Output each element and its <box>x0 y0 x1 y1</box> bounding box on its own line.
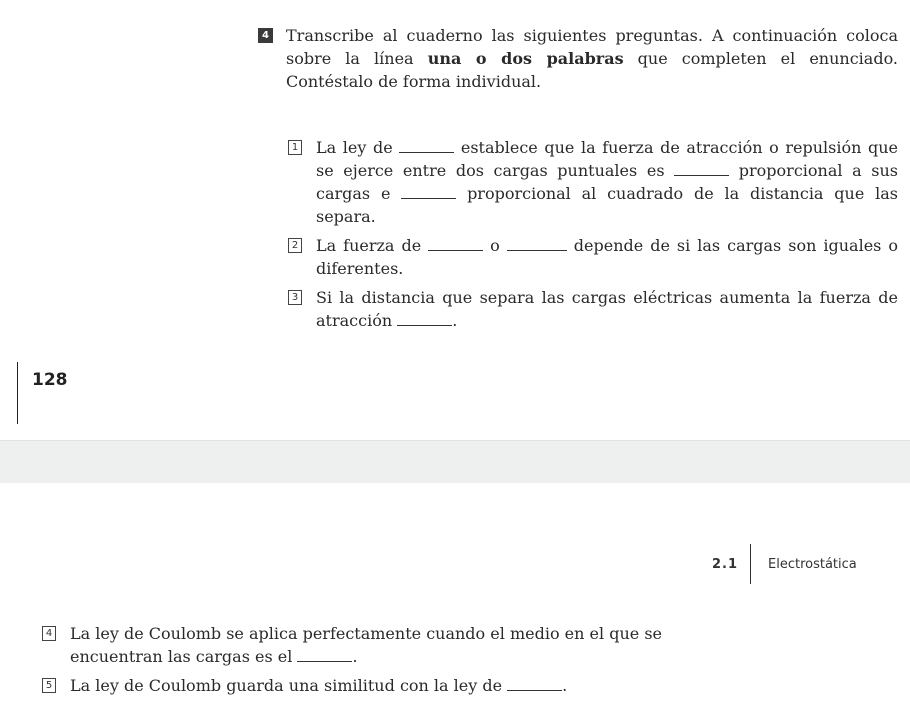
question-1-text-c: proporcional a sus cargas e <box>316 161 899 203</box>
question-number-1: 1 <box>288 140 302 155</box>
question-number-4: 4 <box>42 626 56 641</box>
exercise-text-bold: una o dos palabras <box>427 49 624 68</box>
answer-blank <box>399 138 454 153</box>
question-2-text-a: La fuerza de <box>316 236 429 255</box>
section-number: 2.1 <box>712 557 739 572</box>
question-item-5 <box>42 674 662 697</box>
question-item-4 <box>42 622 662 668</box>
page-gap <box>0 440 910 484</box>
question-number-5: 5 <box>42 678 56 693</box>
exercise-text <box>286 24 898 93</box>
section-title: Electrostática <box>768 557 857 572</box>
answer-blank <box>428 236 483 251</box>
question-item-1 <box>288 136 898 228</box>
page-number-rule <box>17 362 18 424</box>
question-2-text-b: o <box>483 236 507 255</box>
question-number-3: 3 <box>288 290 302 305</box>
exercise-number-badge: 4 <box>258 28 273 43</box>
answer-blank <box>674 161 729 176</box>
question-1-text-a: La ley de <box>316 138 400 157</box>
exercise-instructions <box>258 24 898 93</box>
question-list-upper <box>288 136 898 338</box>
page-number: 128 <box>32 370 68 390</box>
answer-blank <box>507 236 567 251</box>
question-4-text-a: La ley de Coulomb se aplica perfectamente cuando el medio en el que se encuentran las cargas es el <box>70 624 662 666</box>
section-divider <box>750 544 751 584</box>
question-5-text-b: . <box>562 676 568 695</box>
exercise-text-after: que completen el enunciado. Contéstalo de forma individual. <box>286 49 899 91</box>
question-4-text-b: . <box>352 647 358 666</box>
question-item-3 <box>288 286 898 332</box>
answer-blank <box>397 311 452 326</box>
answer-blank <box>401 184 456 199</box>
answer-blank <box>507 676 562 691</box>
question-item-2 <box>288 234 898 280</box>
answer-blank <box>297 647 352 662</box>
question-3-text-b: . <box>452 311 458 330</box>
question-number-2: 2 <box>288 238 302 253</box>
question-list-lower <box>42 622 662 703</box>
question-1-text-d: proporcional al cuadrado de la distancia que las separa. <box>316 184 898 226</box>
question-1-text-b: establece que la fuerza de atracción o repulsión que se ejerce entre dos cargas puntuales es <box>316 138 898 180</box>
question-3-text-a: Si la distancia que separa las cargas eléctricas aumenta la fuerza de atracción <box>316 288 898 330</box>
question-5-text-a: La ley de Coulomb guarda una similitud con la ley de <box>70 676 508 695</box>
exercise-text-before: Transcribe al cuaderno las siguientes preguntas. A continuación coloca sobre la línea <box>286 26 898 68</box>
question-2-text-c: depende de si las cargas son iguales o diferentes. <box>316 236 898 278</box>
